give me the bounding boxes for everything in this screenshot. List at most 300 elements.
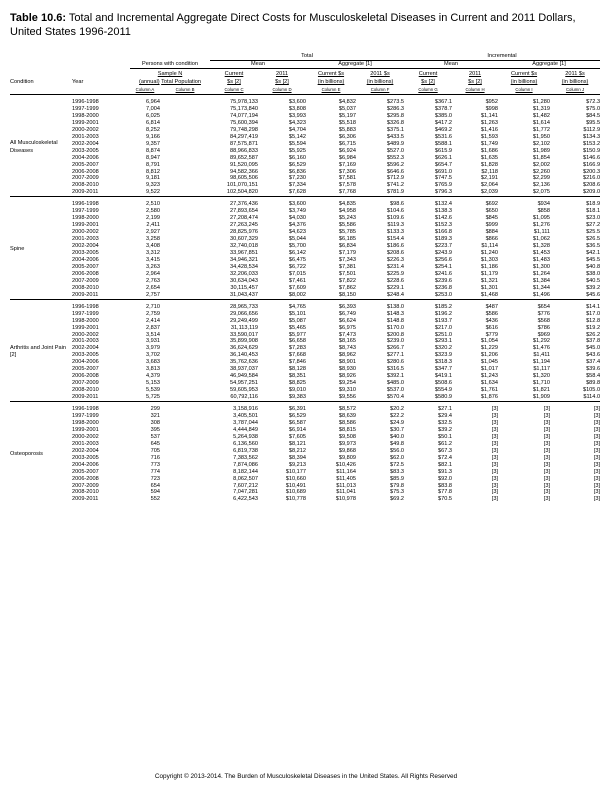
value-cell: $654 (537, 303, 551, 310)
value-cell: 8,812 (146, 168, 160, 175)
value-cell: 705 (150, 447, 160, 454)
value-cell: $62.0 (390, 454, 405, 461)
value-cell: $5,243 (338, 215, 356, 222)
spacer-cell (160, 332, 210, 339)
value-cell: [3] (543, 412, 551, 419)
population-cell: 5,264,938 (233, 433, 258, 440)
year-cell: 2005-2007 (72, 161, 99, 168)
value-cell: $9,213 (288, 461, 306, 468)
table-row (10, 215, 600, 222)
value-cell: $18.1 (586, 208, 601, 215)
value-cell: [3] (543, 489, 551, 496)
value-cell: $2,075 (532, 189, 551, 196)
value-cell: $417.2 (434, 119, 453, 126)
value-cell: 594 (150, 489, 160, 496)
population-cell: 32,740,018 (230, 243, 258, 250)
value-cell: [3] (543, 440, 551, 447)
value-cell: $6,587 (288, 419, 306, 426)
spacer-cell (160, 264, 210, 271)
value-cell: $8,930 (338, 366, 356, 373)
column-label: Column B (175, 87, 195, 93)
value-cell: $1,909 (532, 394, 551, 401)
value-cell: $1,821 (532, 387, 551, 394)
value-cell: $8,394 (288, 454, 306, 461)
spacer-cell (160, 292, 210, 299)
value-cell: $239.0 (386, 338, 405, 345)
table-row (10, 483, 600, 490)
value-cell: $98.6 (390, 201, 405, 208)
column-label: Column J (565, 87, 585, 93)
value-cell: $326.8 (386, 119, 405, 126)
value-cell: 2,757 (146, 291, 160, 298)
value-cell: $8,962 (338, 352, 356, 359)
value-cell: $378.7 (434, 105, 453, 112)
value-cell: $786 (537, 324, 551, 331)
value-cell: $1,111 (533, 229, 551, 236)
value-cell: $5,700 (288, 243, 306, 250)
table-row (10, 338, 600, 345)
value-cell: $7,862 (338, 284, 356, 291)
value-cell: $229.1 (386, 284, 405, 291)
value-cell: $433.5 (386, 133, 405, 140)
value-cell: 3,408 (146, 243, 160, 250)
value-cell: $5,925 (288, 147, 306, 154)
value-cell: $779 (485, 331, 499, 338)
value-cell: $37.4 (586, 359, 601, 366)
value-cell: $8,639 (338, 412, 356, 419)
value-cell: $152.3 (434, 222, 453, 229)
value-cell: $142.6 (434, 215, 453, 222)
value-cell: $85.9 (390, 475, 405, 482)
table-row (10, 201, 600, 208)
spacer-cell (160, 387, 210, 394)
year-cell: 2006-2008 (72, 270, 99, 277)
value-cell: $347.7 (434, 366, 453, 373)
value-cell: $646.6 (386, 168, 405, 175)
value-cell: $132.4 (434, 201, 453, 208)
value-cell: $5,037 (338, 105, 356, 112)
value-cell: $29.4 (438, 412, 453, 419)
value-cell: $7,230 (288, 175, 306, 182)
value-cell: $251.0 (434, 331, 453, 338)
year-cell: 1996-1998 (72, 303, 99, 310)
value-cell: 6,814 (146, 119, 160, 126)
table-row (10, 345, 600, 352)
value-cell: $4,376 (288, 222, 306, 229)
value-cell: $9,383 (288, 394, 306, 401)
value-cell: $18.9 (586, 201, 601, 208)
value-cell: [3] (491, 475, 499, 482)
value-cell: $72.3 (586, 99, 601, 105)
value-cell: 2,414 (146, 317, 160, 324)
value-cell: $83.3 (390, 468, 405, 475)
value-cell: $146.6 (582, 154, 601, 161)
year-cell: 2000-2002 (72, 126, 99, 133)
population-cell: 6,819,738 (233, 447, 258, 454)
value-cell: $217.0 (434, 324, 453, 331)
value-cell: $10,689 (285, 489, 306, 496)
value-cell: $200.3 (582, 168, 601, 175)
value-cell: $58.4 (586, 373, 601, 380)
value-cell: $119.3 (387, 222, 405, 229)
condition-label: Spine (10, 246, 25, 253)
value-cell: $1,321 (480, 277, 499, 284)
value-cell: 2,837 (146, 324, 160, 331)
table-row (10, 387, 600, 394)
value-cell: $4,958 (338, 208, 356, 215)
year-cell: 2008-2010 (72, 489, 99, 496)
table-row (10, 427, 600, 434)
table-title (10, 12, 600, 39)
table-row (10, 413, 600, 420)
value-cell: $3,600 (288, 99, 306, 105)
value-cell: $6,924 (338, 147, 356, 154)
value-cell: $7,768 (338, 189, 356, 196)
value-cell: $84.5 (586, 112, 601, 119)
table-row (10, 406, 600, 413)
value-cell: $7,578 (338, 182, 356, 189)
value-cell: 537 (150, 433, 160, 440)
value-cell: 7,004 (146, 105, 160, 112)
value-cell: 2,199 (146, 215, 160, 222)
value-cell: 654 (150, 482, 160, 489)
value-cell: $7,473 (338, 331, 356, 338)
value-cell: $998 (485, 105, 499, 112)
value-cell: $8,743 (338, 345, 356, 352)
value-cell: $1,593 (480, 133, 499, 140)
table-row (10, 162, 600, 169)
value-cell: 9,522 (146, 189, 160, 196)
population-cell: 79,748,298 (230, 126, 258, 133)
value-cell: $615.9 (434, 147, 453, 154)
spacer-cell (160, 325, 210, 332)
year-cell: 1996-1998 (72, 201, 99, 208)
population-cell: 27,376,436 (230, 201, 258, 208)
year-cell: 2005-2007 (72, 263, 99, 270)
spacer-cell (160, 162, 210, 169)
value-cell: $7,169 (338, 161, 356, 168)
spacer-cell (160, 257, 210, 264)
value-cell: $5,977 (288, 331, 306, 338)
value-cell: $114.0 (583, 394, 601, 401)
population-cell: 34,428,534 (230, 263, 258, 270)
value-cell: $39.6 (586, 366, 601, 373)
table-caption: Total and Incremental Aggregate Direct Costs for Musculoskeletal Diseases in Current and 2011 Dollars, United States 1996-2011 (10, 12, 576, 38)
value-cell: $7,381 (338, 263, 356, 270)
current-bil2-header: (in billions) (317, 79, 345, 86)
value-cell: $586 (485, 310, 499, 317)
year-cell: 2006-2008 (72, 475, 99, 482)
value-cell: $5,044 (288, 236, 306, 243)
value-cell: $295.8 (386, 112, 405, 119)
value-cell: $11,013 (336, 482, 356, 489)
table-row (10, 455, 600, 462)
copyright-footer: Copyright © 2013-2014. The Burden of Musculoskeletal Diseases in the United States. All Rights Reserved (154, 773, 458, 780)
value-cell: [3] (593, 482, 601, 489)
value-cell: $1,194 (532, 359, 551, 366)
year-cell: 1996-1998 (72, 99, 99, 105)
value-cell: 2,759 (146, 310, 160, 317)
population-cell: 30,115,457 (230, 284, 258, 291)
value-cell: [3] (491, 454, 499, 461)
value-cell: [3] (543, 426, 551, 433)
value-cell: $1,686 (480, 147, 499, 154)
population-cell: 35,899,908 (230, 338, 258, 345)
value-cell: [3] (491, 489, 499, 496)
value-cell: $692 (485, 201, 499, 208)
spacer-cell (160, 175, 210, 182)
population-cell: 33,967,851 (230, 250, 258, 257)
value-cell: $469.2 (434, 126, 453, 133)
value-cell: $26.5 (586, 236, 601, 243)
value-cell: [3] (543, 406, 551, 413)
value-cell: $1,095 (532, 215, 551, 222)
value-cell: 3,979 (146, 345, 160, 352)
population-cell: 29,066,656 (230, 310, 258, 317)
spacer-cell (160, 148, 210, 155)
column-label: Column A (135, 87, 155, 93)
year-cell: 2002-2004 (72, 345, 99, 352)
value-cell: $10,177 (285, 468, 306, 475)
incremental-header: Incremental (404, 52, 600, 61)
column-label: Column E (321, 87, 341, 93)
value-cell: $92.0 (438, 475, 453, 482)
column-label: Column C (224, 87, 244, 93)
value-cell: $6,836 (288, 168, 306, 175)
table-row (10, 476, 600, 483)
value-cell: $712.9 (386, 175, 405, 182)
year-cell: 2006-2008 (72, 168, 99, 175)
population-cell: 75,978,133 (230, 99, 258, 105)
value-cell: 3,263 (146, 263, 160, 270)
value-cell: $11,041 (336, 489, 356, 496)
year-cell: 2001-2003 (72, 133, 99, 140)
year-header: Year (72, 79, 84, 86)
population-cell: 7,047,281 (233, 489, 258, 496)
value-cell: $228.6 (386, 277, 405, 284)
table-row (10, 311, 600, 318)
value-cell: $1,828 (480, 161, 499, 168)
value-cell: $5,594 (288, 140, 306, 147)
value-cell: $969 (537, 331, 551, 338)
value-cell: $1,186 (480, 263, 499, 270)
year-cell: 1999-2001 (72, 222, 99, 229)
value-cell: $9,868 (338, 447, 356, 454)
value-cell: $1,749 (480, 140, 499, 147)
value-cell: 2,411 (146, 222, 160, 229)
value-cell: 723 (150, 475, 160, 482)
table-row (10, 236, 600, 243)
y2011-header: 2011 (275, 71, 289, 78)
table-row (10, 141, 600, 148)
year-cell: 2000-2002 (72, 433, 99, 440)
year-cell: 2006-2008 (72, 373, 99, 380)
persons-header: Persons with condition (130, 61, 210, 69)
table-row (10, 264, 600, 271)
table-row (10, 394, 600, 401)
population-cell: 8,062,507 (233, 475, 258, 482)
value-cell: $8,825 (288, 380, 306, 387)
spacer-cell (160, 243, 210, 250)
population-cell: 6,136,560 (233, 440, 258, 447)
table-row (10, 318, 600, 325)
value-cell: [3] (593, 440, 601, 447)
value-cell: $170.0 (386, 324, 405, 331)
value-cell: $6,185 (338, 236, 356, 243)
population-cell: 7,383,562 (233, 454, 258, 461)
value-cell: $1,761 (480, 387, 499, 394)
value-cell: [3] (491, 447, 499, 454)
value-cell: $1,989 (532, 147, 551, 154)
spacer-cell (160, 469, 210, 476)
population-cell: 30,634,043 (230, 277, 258, 284)
value-cell: $537.0 (386, 387, 405, 394)
value-cell: $109.6 (386, 215, 405, 222)
population-cell: 32,206,033 (230, 270, 258, 277)
value-cell: $280.6 (386, 359, 405, 366)
value-cell: $17.0 (586, 310, 601, 317)
value-cell: $8,165 (338, 338, 356, 345)
column-label: Column H (465, 87, 485, 93)
value-cell: $2,118 (481, 168, 499, 175)
value-cell: $30.7 (390, 426, 405, 433)
value-cell: $70.5 (438, 496, 453, 503)
value-cell: $1,206 (480, 352, 499, 359)
cost-table (10, 52, 600, 503)
value-cell: $185.2 (434, 303, 453, 310)
aggregate-header: Aggregate [1] (306, 61, 404, 69)
value-cell: $154.4 (386, 236, 405, 243)
incr-aggregate-header: Aggregate [1] (498, 61, 600, 69)
value-cell: $105.0 (582, 387, 601, 394)
value-cell: $7,605 (288, 433, 306, 440)
population-cell: 30,607,329 (230, 236, 258, 243)
value-cell: $225.9 (386, 270, 405, 277)
value-cell: $781.9 (386, 189, 405, 196)
value-cell: 3,702 (146, 352, 160, 359)
value-cell: $40.8 (586, 263, 601, 270)
value-cell: $419.1 (434, 373, 453, 380)
value-cell: $3,749 (288, 208, 306, 215)
value-cell: $5,101 (288, 310, 306, 317)
value-cell: $4,623 (288, 229, 306, 236)
value-cell: $216.0 (582, 175, 601, 182)
value-cell: [3] (543, 447, 551, 454)
value-cell: $75.3 (390, 489, 405, 496)
value-cell: $6,722 (288, 263, 306, 270)
column-label: Column G (418, 87, 438, 93)
value-cell: $2,260 (532, 168, 551, 175)
value-cell: $1,301 (480, 284, 499, 291)
value-cell: $1,710 (532, 380, 551, 387)
value-cell: $6,715 (338, 140, 356, 147)
table-row (10, 120, 600, 127)
value-cell: $138.3 (434, 208, 453, 215)
value-cell: $1,240 (480, 250, 499, 257)
value-cell: $1,300 (532, 263, 551, 270)
table-row (10, 106, 600, 113)
value-cell: $91.3 (438, 468, 453, 475)
population-cell: 75,600,394 (230, 119, 258, 126)
value-cell: $588.1 (434, 140, 453, 147)
value-cell: $508.6 (434, 380, 453, 387)
spacer-cell (160, 127, 210, 134)
table-row (10, 229, 600, 236)
value-cell: $6,160 (288, 154, 306, 161)
value-cell: [3] (491, 406, 499, 413)
value-cell: $45.0 (586, 345, 601, 352)
table-row (10, 304, 600, 311)
year-cell: 1997-1999 (72, 105, 99, 112)
population-cell: 3,405,501 (233, 412, 258, 419)
value-cell: 716 (150, 454, 160, 461)
population-cell: 91,520,095 (230, 161, 258, 168)
value-cell: $776 (537, 310, 551, 317)
value-cell: $1,320 (532, 373, 551, 380)
value-cell: $7,306 (338, 168, 356, 175)
y2011-bil-header: 2011 $s (370, 71, 390, 78)
spacer-cell (160, 496, 210, 503)
spacer-cell (160, 229, 210, 236)
value-cell: $7,581 (338, 175, 356, 182)
value-cell: $286.3 (386, 105, 405, 112)
year-cell: 2004-2006 (72, 359, 99, 366)
value-cell: $208.6 (386, 250, 405, 257)
value-cell: $9,973 (338, 440, 356, 447)
year-cell: 1999-2001 (72, 119, 99, 126)
spacer-cell (160, 236, 210, 243)
value-cell: $2,064 (480, 182, 499, 189)
value-cell: 5,539 (146, 387, 160, 394)
value-cell: $19.2 (586, 324, 601, 331)
value-cell: $1,117 (533, 366, 551, 373)
table-row (10, 366, 600, 373)
population-cell: 87,575,871 (230, 140, 258, 147)
value-cell: $320.2 (434, 345, 453, 352)
value-cell: $8,002 (288, 291, 306, 298)
spacer-cell (160, 155, 210, 162)
value-cell: $1,614 (532, 119, 551, 126)
value-cell: [3] (593, 406, 601, 413)
value-cell: $5,087 (288, 317, 306, 324)
value-cell: $32.5 (438, 419, 453, 426)
table-row (10, 148, 600, 155)
value-cell: $367.1 (434, 99, 453, 105)
population-cell: 33,590,017 (230, 331, 258, 338)
value-cell: $200.8 (386, 331, 405, 338)
value-cell: 2,763 (146, 277, 160, 284)
value-cell: 8,252 (146, 126, 160, 133)
value-cell: $323.9 (434, 352, 453, 359)
value-cell: $112.9 (583, 126, 601, 133)
value-cell: $552.3 (386, 154, 405, 161)
value-cell: 3,312 (146, 250, 160, 257)
value-cell: $11,405 (336, 475, 356, 482)
value-cell: $6,391 (288, 406, 306, 413)
value-cell: $67.3 (438, 447, 453, 454)
value-cell: $2,299 (532, 175, 551, 182)
value-cell: $36.5 (586, 243, 601, 250)
value-cell: $691.0 (434, 168, 453, 175)
value-cell: $7,668 (288, 352, 306, 359)
spacer-cell (160, 222, 210, 229)
value-cell: [3] (491, 426, 499, 433)
table-row (10, 380, 600, 387)
value-cell: $8,901 (338, 359, 356, 366)
value-cell: $487 (485, 303, 499, 310)
value-cell: $654.7 (434, 161, 453, 168)
value-cell: $596.2 (386, 161, 405, 168)
